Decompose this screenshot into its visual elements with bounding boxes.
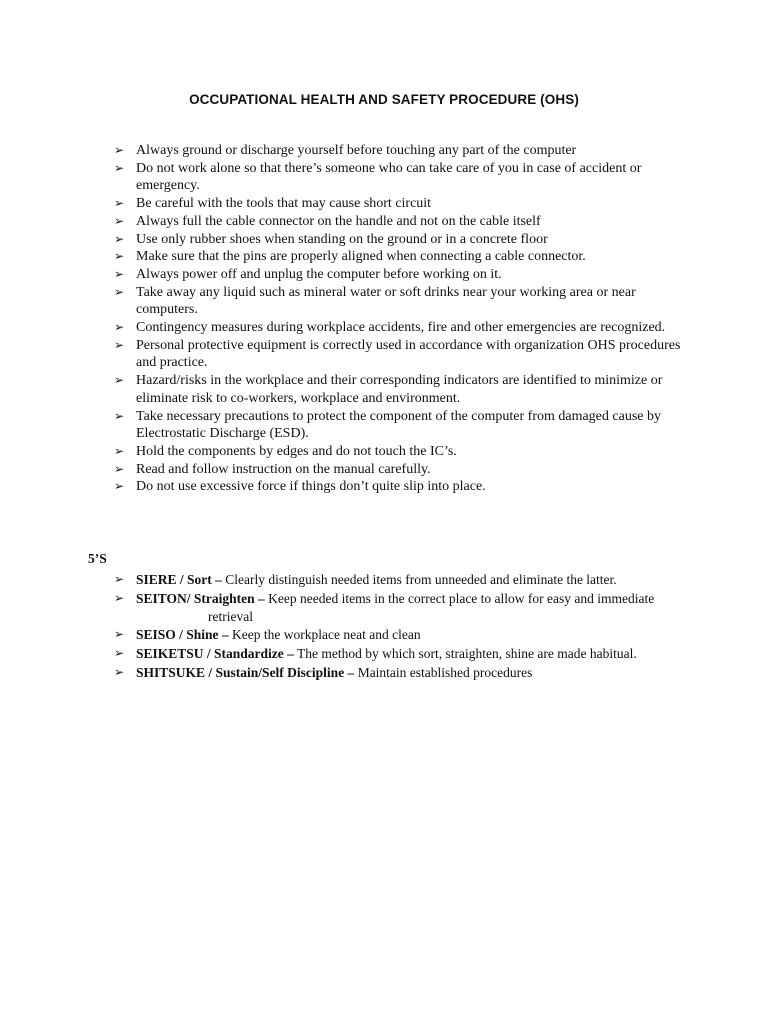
list-item [114,478,684,496]
list-item [114,626,694,644]
arrow-bullet-icon: ➢ [114,160,125,175]
fives-term: SEIKETSU / Standardize – [136,646,294,662]
list-item [114,590,694,625]
list-item-text: Make sure that the pins are properly aligned when connecting a cable connector. [136,249,586,265]
arrow-bullet-icon: ➢ [114,408,125,423]
list-item [114,443,684,461]
arrow-bullet-icon: ➢ [114,266,125,281]
fives-description: Keep the workplace neat and clean [228,627,421,643]
fives-description-continuation: retrieval [208,608,253,624]
fives-term: SEISO / Shine – [136,627,229,643]
list-item-text: Do not work alone so that there’s someone who can take care of you in case of accident or emergency. [136,160,642,194]
arrow-bullet-icon: ➢ [114,213,125,228]
fives-description: Maintain established procedures [354,665,533,681]
list-item [114,408,684,443]
arrow-bullet-icon: ➢ [114,337,125,352]
arrow-bullet-icon: ➢ [114,590,125,605]
list-item-text: Always ground or discharge yourself before touching any part of the computer [136,143,577,158]
list-item-text: Always full the cable connector on the handle and not on the cable itself [136,213,541,229]
fives-term: SIERE / Sort – [136,572,222,587]
list-item-text: Do not use excessive force if things don’t quite slip into place. [136,479,486,495]
arrow-bullet-icon: ➢ [114,572,125,586]
list-item-text: Always power off and unplug the computer before working on it. [136,266,502,282]
list-item-text: Take necessary precautions to protect the component of the computer from damaged cause by Electrostatic Discharge (ESD). [136,408,661,442]
list-item [114,645,694,663]
list-item-text: Take away any liquid such as mineral water or soft drinks near your working area or near computers. [136,284,636,318]
list-item [114,213,684,231]
fives-term: SHITSUKE / Sustain/Self Discipline – [136,665,355,681]
list-item-text: Hold the components by edges and do not touch the IC’s. [136,443,457,459]
list-item [114,372,684,407]
list-item [114,195,684,213]
list-item-text: Personal protective equipment is correctly used in accordance with organization OHS procedures and practice. [136,337,681,371]
arrow-bullet-icon: ➢ [114,143,125,157]
document-title: OCCUPATIONAL HEALTH AND SAFETY PROCEDURE (OHS) [189,92,579,107]
list-item [114,461,684,479]
list-item [114,142,684,160]
fives-description: Keep needed items in the correct place to allow for easy and immediate [264,590,655,606]
fives-list [114,571,694,683]
arrow-bullet-icon: ➢ [114,479,125,494]
arrow-bullet-icon: ➢ [114,249,125,264]
arrow-bullet-icon: ➢ [114,461,125,476]
list-item [114,664,694,682]
list-item-text: Hazard/risks in the workplace and their corresponding indicators are identified to minimize or eliminate risk to co-workers, workplace and environment. [136,373,663,406]
fives-description: Clearly distinguish needed items from unneeded and eliminate the latter. [221,572,617,587]
list-item [114,248,684,266]
fives-description: The method by which sort, straighten, shine are made habitual. [293,646,637,662]
arrow-bullet-icon: ➢ [114,320,125,335]
list-item-text: Use only rubber shoes when standing on the ground or in a concrete floor [136,231,548,247]
ohs-procedure-list [114,142,684,496]
list-item [114,337,684,372]
arrow-bullet-icon: ➢ [114,646,125,661]
fives-heading: 5’S [88,551,107,566]
arrow-bullet-icon: ➢ [114,443,125,458]
list-item [114,266,684,284]
list-item [114,160,684,195]
arrow-bullet-icon: ➢ [114,373,125,388]
fives-term: SEITON/ Straighten – [136,590,265,606]
list-item [114,231,684,249]
list-item-text: Contingency measures during workplace accidents, fire and other emergencies are recognized. [136,320,666,336]
list-item [114,319,684,337]
list-item [114,284,684,319]
arrow-bullet-icon: ➢ [114,665,125,680]
list-item-text: Be careful with the tools that may cause short circuit [136,196,432,212]
arrow-bullet-icon: ➢ [114,231,125,246]
arrow-bullet-icon: ➢ [114,627,125,642]
list-item-text: Read and follow instruction on the manual carefully. [136,461,431,477]
list-item [114,571,694,589]
arrow-bullet-icon: ➢ [114,284,125,299]
arrow-bullet-icon: ➢ [114,196,125,211]
